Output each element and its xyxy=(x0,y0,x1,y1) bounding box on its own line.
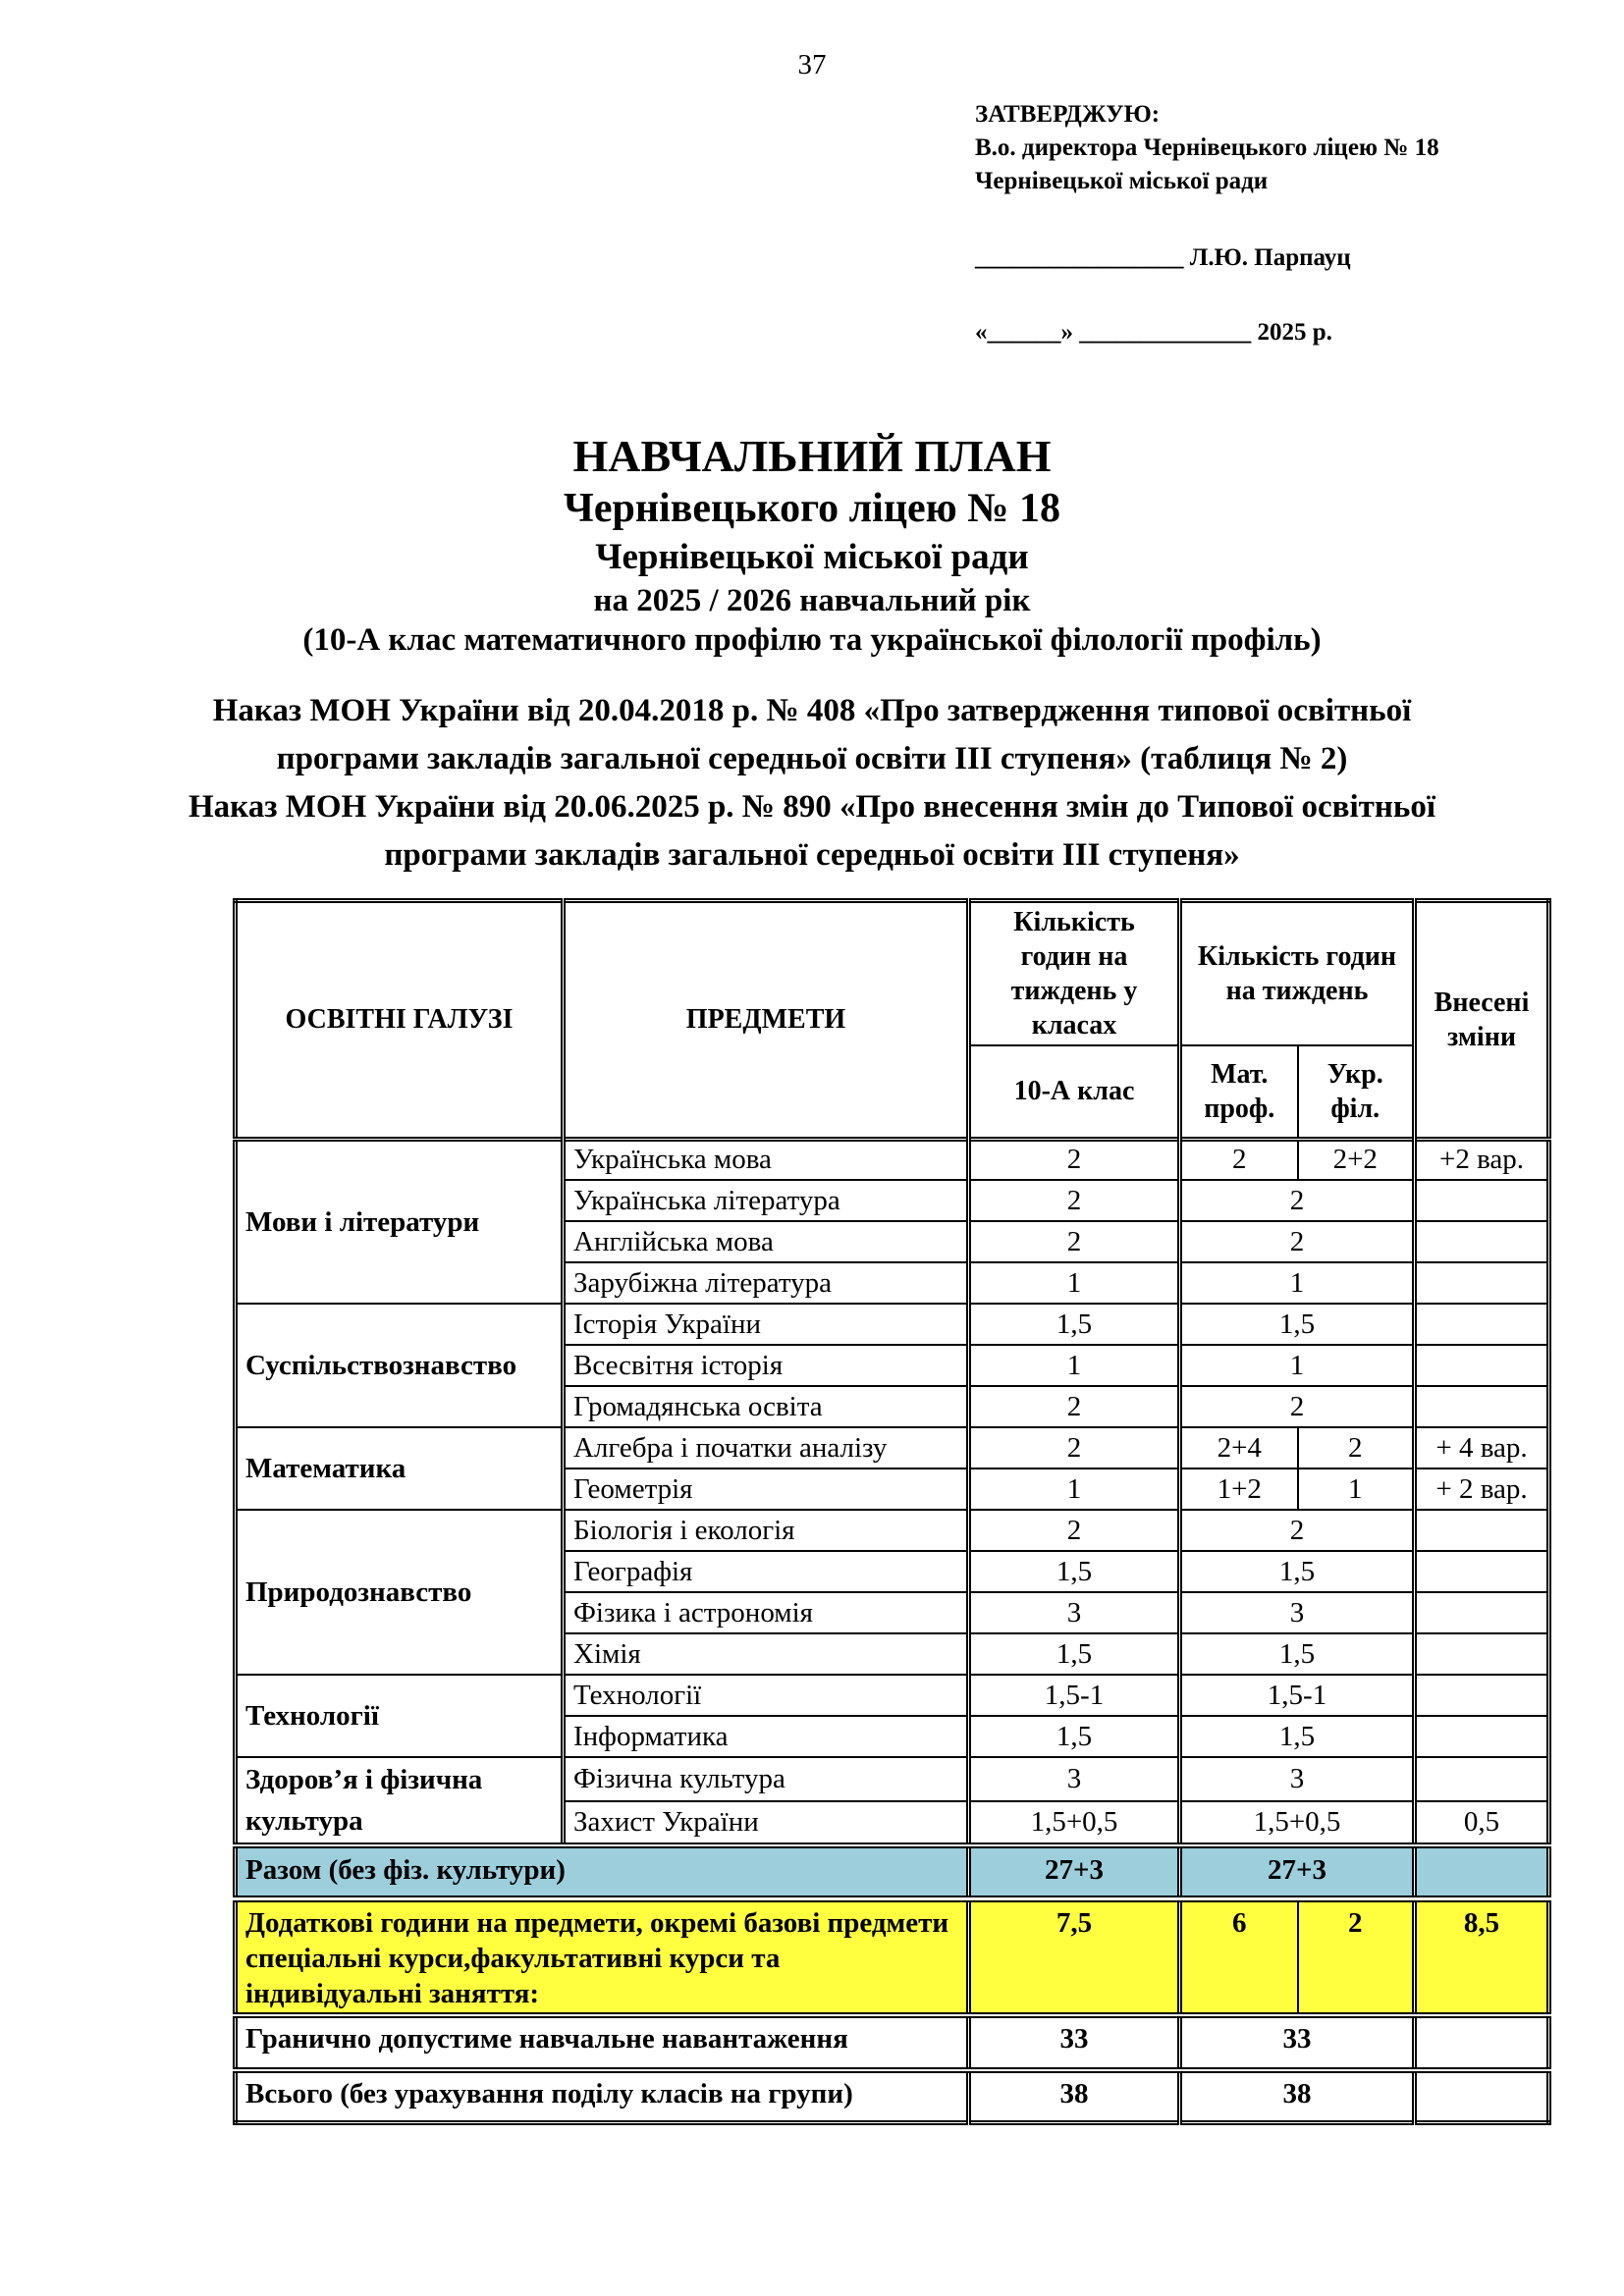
additional-hours-row xyxy=(236,1898,1549,2015)
changes-cell xyxy=(1415,1180,1549,1221)
hours-both-cell: 2 xyxy=(1180,1386,1415,1427)
school-name: Чернівецького ліцею № 18 xyxy=(564,486,1060,531)
subject-cell: Історія України xyxy=(564,1304,969,1345)
order-2025: Наказ МОН України від 20.06.2025 р. № 890 «Про внесення змін до Типової освітньої програми закладів загальної середньої освіти ІІІ ступеня» xyxy=(189,789,1435,873)
changes-cell: 8,5 xyxy=(1415,1898,1549,2015)
hours-both-cell: 2 xyxy=(1180,1510,1415,1551)
subject-cell: Інформатика xyxy=(564,1716,969,1757)
changes-cell xyxy=(1415,2070,1549,2123)
changes-cell xyxy=(1415,1510,1549,1551)
city-council: Чернівецької міської ради xyxy=(595,537,1029,577)
hours-10a-cell: 7,5 xyxy=(969,1898,1180,2015)
approval-heading: ЗАТВЕРДЖУЮ: xyxy=(975,101,1161,128)
subject-cell: Географія xyxy=(564,1551,969,1592)
subject-cell: Громадянська освіта xyxy=(564,1386,969,1427)
hours-10a-cell: 38 xyxy=(969,2070,1180,2123)
order-2018: Наказ МОН України від 20.04.2018 р. № 408 «Про затвердження типової освітньої програми закладів загальної середньої освіти ІІІ ступеня» (таблиця № 2) xyxy=(212,693,1412,776)
approval-director-line: В.о. директора Чернівецького ліцею № 18 xyxy=(975,134,1439,161)
hours-both-cell: 1,5-1 xyxy=(1180,1675,1415,1716)
subject-cell: Українська мова xyxy=(564,1139,969,1180)
hours-both-cell: 1,5 xyxy=(1180,1304,1415,1345)
table-row xyxy=(236,1427,1549,1468)
hours-10a-cell: 1 xyxy=(969,1345,1180,1386)
hours-both-cell: 1,5+0,5 xyxy=(1180,1801,1415,1845)
subject-cell: Біологія і екологія xyxy=(564,1510,969,1551)
header-predmety: ПРЕДМЕТИ xyxy=(564,901,969,1140)
subject-cell: Зарубіжна література xyxy=(564,1262,969,1304)
hours-10a-cell: 1,5 xyxy=(969,1551,1180,1592)
hours-both-cell: 3 xyxy=(1180,1757,1415,1801)
changes-cell xyxy=(1415,1221,1549,1262)
galuz-cell: Здоров’я і фізична культура xyxy=(236,1757,564,1845)
changes-cell: +2 вар. xyxy=(1415,1139,1549,1180)
hours-10a-cell: 2 xyxy=(969,1386,1180,1427)
table-row xyxy=(236,1510,1549,1551)
table-row xyxy=(236,1304,1549,1345)
mat-prof-cell: 2+4 xyxy=(1180,1427,1298,1468)
signature-line: _________________ Л.Ю. Парпауц xyxy=(975,244,1351,271)
subject-cell: Українська література xyxy=(564,1180,969,1221)
header-hours-class: Кількість годин на тиждень у класах xyxy=(969,901,1180,1046)
hours-both-cell: 2 xyxy=(1180,1180,1415,1221)
hours-10a-cell: 33 xyxy=(969,2015,1180,2070)
additional-label-cell: Додаткові години на предмети, окремі базові предмети спеціальні курси,факультативні курси та індивідуальні заняття: xyxy=(236,1898,969,2015)
approval-council-line: Чернівецької міської ради xyxy=(975,168,1269,194)
galuz-cell: Математика xyxy=(236,1427,564,1510)
hours-both-cell: 33 xyxy=(1180,2015,1415,2070)
approval-block xyxy=(975,98,1446,349)
subject-cell: Всесвітня історія xyxy=(564,1345,969,1386)
subject-cell: Фізика і астрономія xyxy=(564,1592,969,1633)
table-row xyxy=(236,1675,1549,1716)
date-line: «______» ______________ 2025 р. xyxy=(975,319,1332,346)
hours-both-cell: 1,5 xyxy=(1180,1716,1415,1757)
hours-both-cell: 1,5 xyxy=(1180,1551,1415,1592)
galuz-cell: Мови і літератури xyxy=(236,1139,564,1304)
grand-total-row xyxy=(236,2070,1549,2123)
hours-10a-cell: 1,5 xyxy=(969,1304,1180,1345)
hours-10a-cell: 2 xyxy=(969,1139,1180,1180)
changes-cell xyxy=(1415,1592,1549,1633)
hours-both-cell: 1 xyxy=(1180,1262,1415,1304)
subject-cell: Хімія xyxy=(564,1633,969,1675)
mat-prof-cell: 6 xyxy=(1180,1898,1298,2015)
title-block xyxy=(0,430,1624,660)
table-row xyxy=(236,1757,1549,1801)
mat-prof-cell: 1+2 xyxy=(1180,1468,1298,1510)
hours-10a-cell: 2 xyxy=(969,1221,1180,1262)
hours-10a-cell: 1,5+0,5 xyxy=(969,1801,1180,1845)
header-mat-prof: Мат. проф. xyxy=(1180,1045,1298,1139)
total-label-cell: Разом (без фіз. культури) xyxy=(236,1845,969,1898)
hours-both-cell: 38 xyxy=(1180,2070,1415,2123)
hours-10a-cell: 27+3 xyxy=(969,1845,1180,1898)
changes-cell xyxy=(1415,2015,1549,2070)
subject-cell: Технології xyxy=(564,1675,969,1716)
ukr-fil-cell: 2 xyxy=(1298,1898,1415,2015)
subject-cell: Геометрія xyxy=(564,1468,969,1510)
school-year: на 2025 / 2026 навчальний рік xyxy=(593,583,1031,618)
hours-both-cell: 1,5 xyxy=(1180,1633,1415,1675)
hours-both-cell: 2 xyxy=(1180,1221,1415,1262)
galuz-cell: Природознавство xyxy=(236,1510,564,1675)
changes-cell xyxy=(1415,1675,1549,1716)
changes-cell: 0,5 xyxy=(1415,1801,1549,1845)
document-title: НАВЧАЛЬНИЙ ПЛАН xyxy=(572,431,1052,481)
orders-block xyxy=(167,687,1457,880)
subject-cell: Алгебра і початки аналізу xyxy=(564,1427,969,1468)
hours-10a-cell: 1,5-1 xyxy=(969,1675,1180,1716)
hours-10a-cell: 2 xyxy=(969,1510,1180,1551)
changes-cell xyxy=(1415,1845,1549,1898)
hours-both-cell: 1 xyxy=(1180,1345,1415,1386)
header-ukr-fil: Укр. філ. xyxy=(1298,1045,1415,1139)
subject-cell: Англійська мова xyxy=(564,1221,969,1262)
changes-cell xyxy=(1415,1551,1549,1592)
header-hours-week: Кількість годин на тиждень xyxy=(1180,901,1415,1046)
changes-cell xyxy=(1415,1262,1549,1304)
ukr-fil-cell: 2 xyxy=(1298,1427,1415,1468)
ukr-fil-cell: 2+2 xyxy=(1298,1139,1415,1180)
changes-cell xyxy=(1415,1304,1549,1345)
header-class-10a: 10-А клас xyxy=(969,1045,1180,1139)
max-load-row xyxy=(236,2015,1549,2070)
class-profile: (10-А клас математичного профілю та української філології профіль) xyxy=(302,622,1322,658)
grand-total-label-cell: Всього (без урахування поділу класів на групи) xyxy=(236,2070,969,2123)
hours-both-cell: 27+3 xyxy=(1180,1845,1415,1898)
header-galuzi: ОСВІТНІ ГАЛУЗІ xyxy=(236,901,564,1140)
changes-cell: + 4 вар. xyxy=(1415,1427,1549,1468)
changes-cell xyxy=(1415,1716,1549,1757)
header-changes: Внесені зміни xyxy=(1415,901,1549,1140)
page-number: 37 xyxy=(797,49,827,80)
hours-10a-cell: 1 xyxy=(969,1468,1180,1510)
hours-10a-cell: 2 xyxy=(969,1180,1180,1221)
hours-10a-cell: 3 xyxy=(969,1592,1180,1633)
changes-cell xyxy=(1415,1633,1549,1675)
hours-10a-cell: 1 xyxy=(969,1262,1180,1304)
hours-10a-cell: 2 xyxy=(969,1427,1180,1468)
table-row xyxy=(236,1139,1549,1180)
galuz-cell: Технології xyxy=(236,1675,564,1757)
mat-prof-cell: 2 xyxy=(1180,1139,1298,1180)
total-row xyxy=(236,1845,1549,1898)
curriculum-table xyxy=(233,898,1551,2125)
ukr-fil-cell: 1 xyxy=(1298,1468,1415,1510)
limit-label-cell: Гранично допустиме навчальне навантаження xyxy=(236,2015,969,2070)
hours-10a-cell: 1,5 xyxy=(969,1716,1180,1757)
changes-cell xyxy=(1415,1757,1549,1801)
changes-cell xyxy=(1415,1386,1549,1427)
hours-10a-cell: 1,5 xyxy=(969,1633,1180,1675)
galuz-cell: Суспільствознавство xyxy=(236,1304,564,1427)
subject-cell: Фізична культура xyxy=(564,1757,969,1801)
hours-10a-cell: 3 xyxy=(969,1757,1180,1801)
changes-cell: + 2 вар. xyxy=(1415,1468,1549,1510)
changes-cell xyxy=(1415,1345,1549,1386)
hours-both-cell: 3 xyxy=(1180,1592,1415,1633)
subject-cell: Захист України xyxy=(564,1801,969,1845)
